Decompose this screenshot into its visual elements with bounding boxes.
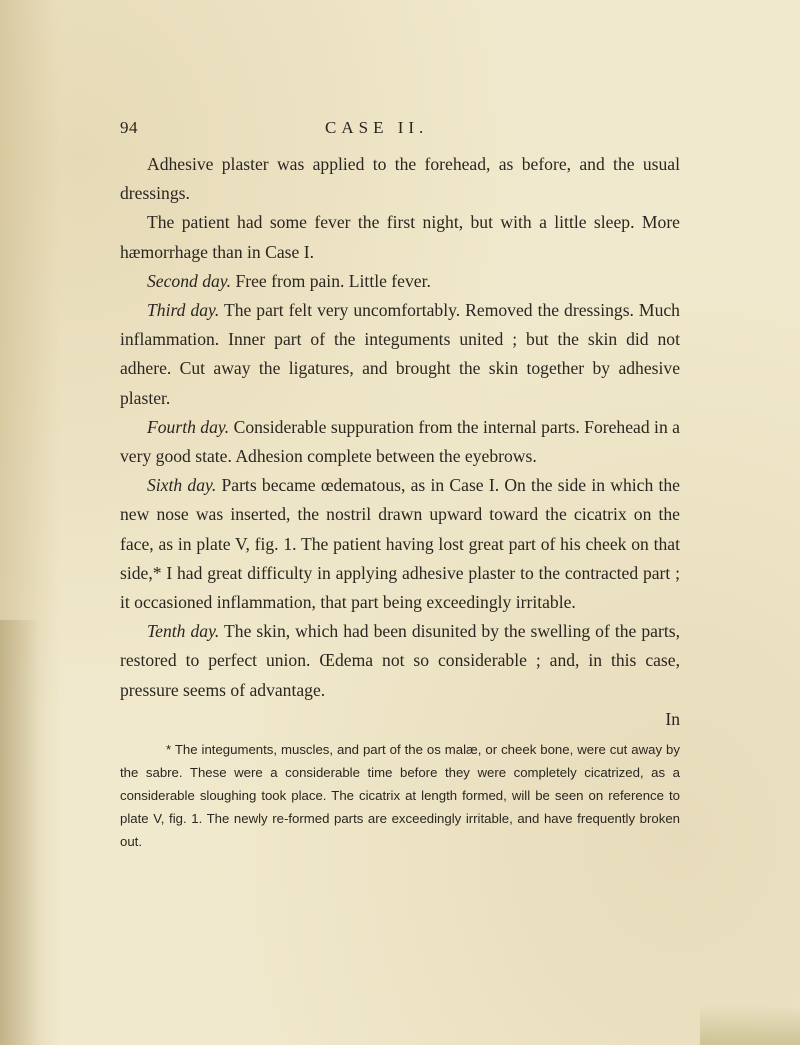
paragraph-text: The part felt very uncomfortably. Removed the dressings. Much inflammation. Inner part of the integuments united ; but the skin did not adhere. Cut away the ligatures, and brought the skin together by adhesive plaster. [120,300,680,408]
paragraph [120,267,680,296]
paragraph [120,150,680,208]
page-stain-left [0,620,40,1045]
paragraph [120,208,680,266]
paragraph-text: Considerable suppuration from the internal parts. Forehead in a very good state. Adhesion complete between the eyebrows. [120,416,680,467]
footnote-text: * The integuments, muscles, and part of the os malæ, or cheek bone, were cut away by the sabre. These were a considerable time before they were completely cicatrized, as a considerable sloughing took place. The cicatrix at length formed, will be seen on reference to plate V, fig. 1. The newly re-formed parts are exceedingly irritable, and have frequently broken out. [120,742,680,849]
day-heading: Third day. [147,300,220,321]
page-stain-bottom [700,1005,800,1045]
paragraph-text: Parts became œdematous, as in Case I. On the side in which the new nose was inserted, the nostril drawn upward toward the cicatrix on the face, as in plate V, fig. 1. The patient having lost great part of his cheek on that side,* I had great difficulty in applying adhesive plaster to the contracted part ; it occasioned inflammation, that part being exceedingly irritable. [120,475,680,613]
page-header [120,118,680,142]
body-text [120,150,680,705]
paragraph-text: Adhesive plaster was applied to the forehead, as before, and the usual dressings. [120,154,680,204]
paragraph [120,296,680,413]
paragraph-text: Free from pain. Little fever. [231,270,431,291]
paragraph-text: The patient had some fever the first night, but with a little sleep. More hæmorrhage than in Case I. [120,212,680,262]
day-heading: Tenth day. [147,621,220,642]
paragraph-text: The skin, which had been disunited by the swelling of the parts, restored to perfect union. Œdema not so considerable ; and, in this case, pressure seems of advantage. [120,621,680,700]
day-heading: Fourth day. [147,416,230,437]
catchword: In [665,709,680,729]
day-heading: Sixth day. [147,475,217,496]
day-heading: Second day. [147,270,232,291]
paragraph [120,617,680,705]
paragraph [120,471,680,617]
paragraph [120,413,680,471]
running-head: CASE II. [325,118,429,137]
page-number: 94 [120,118,138,137]
footnote [120,738,680,853]
